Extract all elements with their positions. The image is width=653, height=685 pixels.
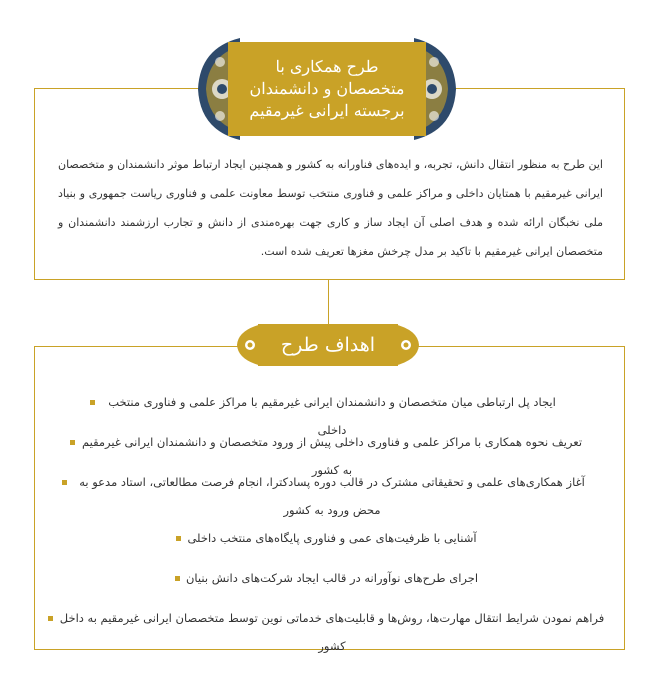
intro-paragraph: این طرح به منظور انتقال دانش، تجربه، و ایده‌های فناورانه به کشور و همچنین ایجاد ارتباط موثر دانشمندان و متخصصان ایرانی غیرمقیم با همتایان داخلی و مراکز علمی و فناوری منتخب توسط معاونت علمی و فناوری ریاست جمهوری و بنیاد ملی نخبگان ارائه شده و هدف اصلی آن ایجاد ساز و کاری جهت بهره‌مندی از دانش و تجارب ارزشمند دانشمندان و متخصصان ایرانی غیرمقیم با تاکید بر مدل چرخش مغزها تعریف شده است. xyxy=(58,158,603,258)
goals-title-plate xyxy=(258,324,398,366)
bullet-icon xyxy=(62,480,67,485)
goal-text: آشنایی با ظرفیت‌های عمی و فناوری پایگاه‌های منتخب داخلی xyxy=(187,531,477,545)
title-line-3: برجسته ایرانی غیرمقیم xyxy=(249,101,405,120)
goal-text: اجرای طرح‌های نوآورانه در قالب ایجاد شرکت‌های دانش بنیان xyxy=(185,571,479,585)
goal-item xyxy=(120,564,533,592)
bullet-icon xyxy=(90,400,95,405)
goal-text: ایجاد پل ارتباطی میان متخصصان و دانشمندان ایرانی غیرمقیم با مراکز علمی و فناوری منتخب داخلی xyxy=(108,395,556,437)
goal-item xyxy=(62,468,591,524)
bullet-icon xyxy=(175,576,180,581)
goals-right-ornament-icon xyxy=(394,324,422,366)
goal-text: فراهم نمودن شرایط انتقال مهارت‌ها، روش‌ها و قابلیت‌های خدماتی نوین توسط متخصصان ایرانی غیرمقیم به داخل کشور xyxy=(59,611,605,653)
goal-item xyxy=(120,524,533,552)
title-line-1: طرح همکاری با xyxy=(275,57,379,76)
goals-title: اهداف طرح xyxy=(280,334,376,356)
goal-text: تعریف نحوه همکاری با مراکز علمی و فناوری داخلی پیش از ورود متخصصان و دانشمندان ایرانی غیرمقیم به کشور xyxy=(81,435,583,477)
main-title-plate xyxy=(228,42,426,136)
title-line-2: متخصصان و دانشمندان xyxy=(249,79,405,98)
goal-item xyxy=(48,604,605,660)
bullet-icon xyxy=(176,536,181,541)
bullet-icon xyxy=(48,616,53,621)
goal-text: آغاز همکاری‌های علمی و تحقیقاتی مشترک در قالب دوره پسادکترا، انجام فرصت مطالعاتی، استاد مدعو به محض ورود به کشور xyxy=(79,475,585,517)
bullet-icon xyxy=(70,440,75,445)
